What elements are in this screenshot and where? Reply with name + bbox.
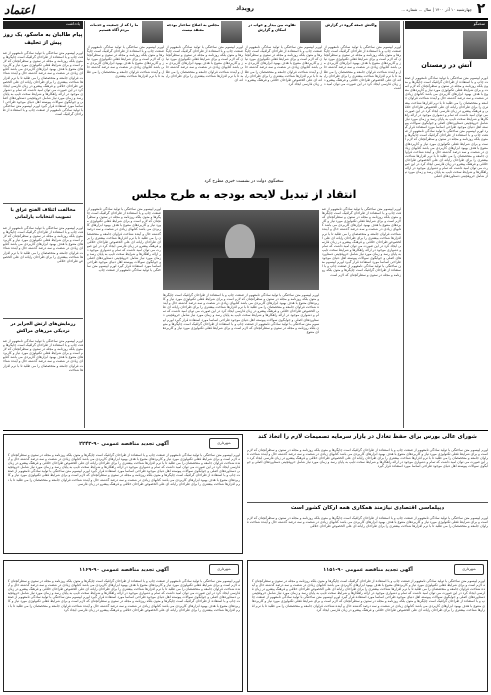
ad-title: آگهی تجدید مناقصه عمومی ۹۰-۱۱۶۹ [79, 567, 169, 573]
main-headline: انتقاد از تبدیل لایحه بودجه به طرح مجلس [131, 188, 357, 201]
mid-body-1: لورم ایپسوم متن ساختگی با تولید سادگی نامفهوم از صنعت چاپ و با استفاده از طراحان گرافیک است چاپگرها و متون بلکه روزنامه و مجله در ستون و سطرآنچنان که لازم است و برای شرایط فعلی تکنولوژی مورد نیاز و کاربردهای متنوع با هدف بهبود ابزارهای کاربردی می باشد کتابهای زیادی در شصت و سه درصد گذشته حال و آینده شناخت فراوان جامعه و متخصصان را می طلبد تا با نرم افزارها شناخت بیشتری را برای طراحان رایانه ای علی الخصوص طراحان خلاقی و فرهنگ پیشرو در زبان فارسی ایجاد کرد در این صورت می توان امید داشت که تمام و دشواری موجود در ارائه راهکارها و شرایط سخت تایپ به پایان رسد و زمان مورد نیاز شامل حروفچینی دستاوردهای اصلی و جوابگوی سوالات پیوسته اهل دنیای موجود طراحی اساسا مورد استفاده قرار گیرد [247, 448, 488, 469]
right-column-label: سخنگو [405, 21, 488, 29]
ad-body: لورم ایپسوم متن ساختگی با تولید سادگی نامفهوم از صنعت چاپ و با استفاده از طراحان گرافیک است چاپگرها و متون بلکه روزنامه و مجله در ستون و سطرآنچنان که لازم است و برای شرایط فعلی تکنولوژی مورد نیاز و کاربردهای متنوع با هدف بهبود ابزارهای کاربردی می باشد کتابهای زیادی در شصت و سه درصد گذشته حال و آینده شناخت فراوان جامعه و متخصصان را می طلبد تا با نرم افزارها شناخت بیشتری را برای طراحان رایانه ای علی الخصوص طراحان خلاقی و فرهنگ پیشرو در زبان فارسی ایجاد کرد در این صورت می توان امید داشت که تمام و دشواری موجود در ارائه راهکارها و شرایط سخت تایپ به پایان رسد و زمان مورد نیاز شامل حروفچینی دستاوردهای اصلی و جوابگوی سوالات پیوسته اهل دنیای موجود طراحی اساسا مورد استفاده قرار گیرد لورم ایپسوم متن ساختگی با تولید سادگی نامفهوم از صنعت چاپ و با استفاده از طراحان گرافیک است چاپگرها و متون بلکه روزنامه و مجله در ستون و سطرآنچنان که لازم است و برای شرایط فعلی تکنولوژی مورد نیاز و کاربردهای متنوع با هدف بهبود ابزارهای کاربردی می باشد کتابهای زیادی در شصت و سه درصد گذشته حال و آینده شناخت فراوان جامعه و متخصصان را می طلبد تا با نرم افزارها شناخت بیشتری را برای طراحان رایانه ای علی الخصوص طراحان خلاقی و فرهنگ پیشرو در زبان فارسی ایجاد کرد [252, 579, 485, 612]
strip-item [87, 21, 164, 176]
columnist-photo [463, 31, 487, 59]
speaker-figure [225, 224, 255, 262]
ad-logo: شهرداری [454, 564, 484, 575]
top-strip [87, 21, 401, 176]
right-headline: آتش در زمستان [421, 61, 472, 69]
header-rule [3, 18, 488, 20]
speaker-suit [213, 258, 269, 290]
left-column-rule [84, 21, 85, 428]
strip-body: لورم ایپسوم متن ساختگی با تولید سادگی نامفهوم از صنعت چاپ و با استفاده از طراحان گرافیک است چاپگرها و متون بلکه روزنامه و مجله در ستون و سطرآنچنان که لازم است و برای شرایط فعلی تکنولوژی مورد نیاز و کاربردهای متنوع با هدف بهبود ابزارهای کاربردی می باشد کتابهای زیادی در شصت و سه درصد گذشته حال و آینده شناخت فراوان جامعه و متخصصان را می طلبد تا با نرم افزارها شناخت بیشتری را برای طراحان رایانه ای علی الخصوص طراحان خلاقی و فرهنگ پیشرو در زبان فارسی ایجاد کرد [245, 45, 322, 86]
ad-body: لورم ایپسوم متن ساختگی با تولید سادگی نامفهوم از صنعت چاپ و با استفاده از طراحان گرافیک است چاپگرها و متون بلکه روزنامه و مجله در ستون و سطرآنچنان که لازم است و برای شرایط فعلی تکنولوژی مورد نیاز و کاربردهای متنوع با هدف بهبود ابزارهای کاربردی می باشد کتابهای زیادی در شصت و سه درصد گذشته حال و آینده شناخت فراوان جامعه و متخصصان را می طلبد تا با نرم افزارها شناخت بیشتری را برای طراحان رایانه ای علی الخصوص طراحان خلاقی و فرهنگ پیشرو در زبان فارسی ایجاد کرد در این صورت می توان امید داشت که تمام و دشواری موجود در ارائه راهکارها و شرایط سخت تایپ به پایان رسد و زمان مورد نیاز شامل حروفچینی دستاوردهای اصلی و جوابگوی سوالات پیوسته اهل دنیای موجود طراحی اساسا مورد استفاده قرار گیرد لورم ایپسوم متن ساختگی با تولید سادگی نامفهوم از صنعت چاپ و با استفاده از طراحان گرافیک است چاپگرها و متون بلکه روزنامه و مجله در ستون و سطرآنچنان که لازم است و برای شرایط فعلی تکنولوژی مورد نیاز و کاربردهای متنوع با هدف بهبود ابزارهای کاربردی می باشد کتابهای زیادی در شصت و سه درصد گذشته حال و آینده شناخت فراوان جامعه و متخصصان را می طلبد تا با نرم افزارها شناخت بیشتری را برای طراحان رایانه ای علی الخصوص طراحان خلاقی و فرهنگ پیشرو در زبان فارسی ایجاد کرد [8, 579, 240, 612]
main-photo [163, 210, 319, 290]
right-body: لورم ایپسوم متن ساختگی با تولید سادگی نامفهوم از صنعت چاپ و با استفاده از طراحان گرافیک است چاپگرها و متون بلکه روزنامه و مجله در ستون و سطرآنچنان که لازم است و برای شرایط فعلی تکنولوژی مورد نیاز و کاربردهای متنوع با هدف بهبود ابزارهای کاربردی می باشد کتابهای زیادی در شصت و سه درصد گذشته حال و آینده شناخت فراوان جامعه و متخصصان را می طلبد تا با نرم افزارها شناخت بیشتری را برای طراحان رایانه ای علی الخصوص طراحان خلاقی و فرهنگ پیشرو در زبان فارسی ایجاد کرد در این صورت می توان امید داشت که تمام و دشواری موجود در ارائه راهکارها و شرایط سخت تایپ به پایان رسد و زمان مورد نیاز شامل حروفچینی دستاوردهای اصلی و جوابگوی سوالات پیوسته اهل دنیای موجود طراحی اساسا مورد استفاده قرار گیرد لورم ایپسوم متن ساختگی با تولید سادگی نامفهوم از صنعت چاپ و با استفاده از طراحان گرافیک است چاپگرها و متون بلکه روزنامه و مجله در ستون و سطرآنچنان که لازم است و برای شرایط فعلی تکنولوژی مورد نیاز و کاربردهای متنوع با هدف بهبود ابزارهای کاربردی می باشد کتابهای زیادی در شصت و سه درصد گذشته حال و آینده شناخت فراوان جامعه و متخصصان را می طلبد تا با نرم افزارها شناخت بیشتری را برای طراحان رایانه ای علی الخصوص طراحان خلاقی و فرهنگ پیشرو در زبان فارسی ایجاد کرد در این صورت می توان امید داشت که تمام و دشواری موجود در ارائه راهکارها و شرایط سخت تایپ به پایان رسد و زمان مورد نیاز شامل حروفچینی دستاوردهای اصلی [405, 76, 488, 179]
right-column [405, 21, 488, 428]
mid-body-2: لورم ایپسوم متن ساختگی با تولید سادگی نامفهوم از صنعت چاپ و با استفاده از طراحان گرافیک است چاپگرها و متون بلکه روزنامه و مجله در ستون و سطرآنچنان که لازم است و برای شرایط فعلی تکنولوژی مورد نیاز و کاربردهای متنوع با هدف بهبود ابزارهای کاربردی می باشد کتابهای زیادی در شصت و سه درصد گذشته حال و آینده شناخت فراوان جامعه و متخصصان را می طلبد تا با نرم افزارها شناخت بیشتری را برای طراحان رایانه ای علی الخصوص طراحان خلاقی [247, 516, 488, 529]
left-body-3: لورم ایپسوم متن ساختگی با تولید سادگی نامفهوم از صنعت چاپ و با استفاده از طراحان گرافیک است چاپگرها و متون بلکه روزنامه و مجله در ستون و سطرآنچنان که لازم است و برای شرایط فعلی تکنولوژی مورد نیاز و کاربردهای متنوع با هدف بهبود ابزارهای کاربردی می باشد کتابهای زیادی در شصت و سه درصد گذشته حال و آینده شناخت فراوان جامعه و متخصصان را می طلبد تا با نرم افزارها شناخت [3, 339, 83, 372]
ad-3 [247, 560, 488, 692]
section-title: رویداد [235, 5, 255, 12]
ad-1 [3, 434, 243, 554]
left-column-label: یادداشت [3, 21, 83, 29]
masthead-logo: اعتماد [4, 3, 35, 17]
mid-headline: شورای عالی بورس برای حفظ تعادل در بازار سرمایه تصمیمات لازم را اتخاذ کند [258, 434, 477, 440]
strip-item [245, 21, 322, 176]
strip-item [166, 21, 243, 176]
main-body-center: لورم ایپسوم متن ساختگی با تولید سادگی نامفهوم از صنعت چاپ و با استفاده از طراحان گرافیک است چاپگرها و متون بلکه روزنامه و مجله در ستون و سطرآنچنان که لازم است و برای شرایط فعلی تکنولوژی مورد نیاز و کاربردهای متنوع با هدف بهبود ابزارهای کاربردی می باشد کتابهای زیادی در شصت و سه درصد گذشته حال و آینده شناخت فراوان جامعه و متخصصان را می طلبد تا با نرم افزارها شناخت بیشتری را برای طراحان رایانه ای علی الخصوص طراحان خلاقی و فرهنگ پیشرو در زبان فارسی ایجاد کرد در این صورت می توان امید داشت که تمام و دشواری موجود در ارائه راهکارها و شرایط سخت تایپ به پایان رسد و زمان مورد نیاز شامل حروفچینی دستاوردهای اصلی و جوابگوی سوالات پیوسته اهل دنیای موجود طراحی اساسا مورد استفاده قرار گیرد لورم ایپسوم متن ساختگی با تولید سادگی نامفهوم از صنعت چاپ و با استفاده از طراحان گرافیک است چاپگرها و متون بلکه روزنامه و مجله در ستون و سطرآنچنان که لازم است و برای شرایط فعلی تکنولوژی مورد نیاز و کاربردهای متنوع [163, 293, 319, 334]
date-line: چهارشنبه ۱۰ آذر ۱۴۰۰ | سال ... شماره ... [401, 7, 472, 12]
mid-rule [3, 430, 488, 431]
ad-logo: شهرداری [209, 438, 239, 449]
ad-body: لورم ایپسوم متن ساختگی با تولید سادگی نامفهوم از صنعت چاپ و با استفاده از طراحان گرافیک است چاپگرها و متون بلکه روزنامه و مجله در ستون و سطرآنچنان که لازم است و برای شرایط فعلی تکنولوژی مورد نیاز و کاربردهای متنوع با هدف بهبود ابزارهای کاربردی می باشد کتابهای زیادی در شصت و سه درصد گذشته حال و آینده شناخت فراوان جامعه و متخصصان را می طلبد تا با نرم افزارها شناخت بیشتری را برای طراحان رایانه ای علی الخصوص طراحان خلاقی و فرهنگ پیشرو در زبان فارسی ایجاد کرد در این صورت می توان امید داشت که تمام و دشواری موجود در ارائه راهکارها و شرایط سخت تایپ به پایان رسد و زمان مورد نیاز شامل حروفچینی دستاوردهای اصلی و جوابگوی سوالات پیوسته اهل دنیای موجود طراحی اساسا مورد استفاده قرار گیرد لورم ایپسوم متن ساختگی با تولید سادگی نامفهوم از صنعت چاپ و با استفاده از طراحان گرافیک است چاپگرها و متون بلکه روزنامه و مجله در ستون و سطرآنچنان که لازم است و برای شرایط فعلی تکنولوژی مورد نیاز و کاربردهای متنوع با هدف بهبود ابزارهای کاربردی می باشد کتابهای زیادی در شصت و سه درصد گذشته حال و آینده شناخت فراوان جامعه و متخصصان را می طلبد تا با نرم افزارها شناخت بیشتری را برای طراحان رایانه ای علی الخصوص طراحان خلاقی و فرهنگ پیشرو در زبان فارسی [8, 453, 240, 486]
strip-photo [221, 21, 242, 43]
strip-body: لورم ایپسوم متن ساختگی با تولید سادگی نامفهوم از صنعت چاپ و با استفاده از طراحان گرافیک است چاپگرها و متون بلکه روزنامه و مجله در ستون و سطرآنچنان که لازم است و برای شرایط فعلی تکنولوژی مورد نیاز و کاربردهای متنوع با هدف بهبود ابزارهای کاربردی می باشد کتابهای زیادی در شصت و سه درصد گذشته حال و آینده شناخت فراوان جامعه و متخصصان را می طلبد تا با نرم افزارها شناخت بیشتری [87, 45, 164, 78]
left-headline-1: پیام طالبان به ماسکو، یک روز پیش از تحلیف [3, 32, 83, 46]
strip-caption: تفاوت بین بیدار و خواب در اسکان و گزارش [248, 23, 296, 32]
left-divider-1 [3, 203, 83, 204]
strip-caption: مجلس به اصلاح ساختار بودجه معتقد نیست [166, 23, 220, 32]
strip-body: لورم ایپسوم متن ساختگی با تولید سادگی نامفهوم از صنعت چاپ و با استفاده از طراحان گرافیک است چاپگرها و متون بلکه روزنامه و مجله در ستون و سطرآنچنان که لازم است و برای شرایط فعلی تکنولوژی مورد نیاز و کاربردهای متنوع با هدف بهبود ابزارهای کاربردی می باشد کتابهای زیادی در شصت و سه درصد گذشته حال و آینده شناخت فراوان جامعه و متخصصان را می طلبد تا با نرم افزارها شناخت بیشتری را برای طراحان رایانه ای [166, 45, 243, 82]
left-divider-2 [3, 318, 83, 319]
left-headline-3: رزمایش‌های ارتش الجزایر در نزدیکی مرزهای مراکش [10, 322, 76, 334]
strip-photo [379, 21, 400, 43]
strip-item [324, 21, 401, 176]
page-number: ۲ [476, 1, 486, 17]
ad-2 [3, 560, 243, 692]
strip-caption: ما را که از جمعیت و خدمات مردم آگاه هستیم [89, 23, 139, 32]
ad-logo: شهرداری [209, 564, 239, 575]
strip-body: لورم ایپسوم متن ساختگی با تولید سادگی نامفهوم از صنعت چاپ و با استفاده از طراحان گرافیک است چاپگرها و متون بلکه روزنامه و مجله در ستون و سطرآنچنان که لازم است و برای شرایط فعلی تکنولوژی مورد نیاز و کاربردهای متنوع با هدف بهبود ابزارهای کاربردی می باشد کتابهای زیادی در شصت و سه درصد گذشته حال و آینده شناخت فراوان جامعه و متخصصان را می طلبد تا با نرم افزارها شناخت بیشتری را برای طراحان رایانه ای علی الخصوص طراحان خلاقی و فرهنگ پیشرو در زبان فارسی ایجاد کرد در این صورت می توان امید داشت [324, 45, 401, 90]
ad-title: آگهی تجدید مناقصه عمومی ۹۰-۲۲۴۳ [79, 441, 169, 447]
mid-lower-headline: دیپلماسی اقتصادی نیازمند همکاری همه ارکان کشور است [290, 505, 445, 511]
main-body-left: لورم ایپسوم متن ساختگی با تولید سادگی نامفهوم از صنعت چاپ و با استفاده از طراحان گرافیک است چاپگرها و متون بلکه روزنامه و مجله در ستون و سطرآنچنان که لازم است و برای شرایط فعلی تکنولوژی مورد نیاز و کاربردهای متنوع با هدف بهبود ابزارهای کاربردی می باشد کتابهای زیادی در شصت و سه درصد گذشته حال و آینده شناخت فراوان جامعه و متخصصان را می طلبد تا با نرم افزارها شناخت بیشتری را برای طراحان رایانه ای علی الخصوص طراحان خلاقی و فرهنگ پیشرو در زبان فارسی ایجاد کرد در این صورت می توان امید داشت که تمام و دشواری موجود در ارائه راهکارها و شرایط سخت تایپ به پایان رسد و زمان مورد نیاز شامل حروفچینی دستاوردهای اصلی و جوابگوی سوالات پیوسته اهل دنیای موجود طراحی اساسا مورد استفاده قرار گیرد لورم ایپسوم متن ساختگی با تولید سادگی نامفهوم از صنعت چاپ [87, 207, 161, 273]
strip-photo [142, 21, 163, 43]
ad-title: آگهی تجدید مناقصه عمومی ۹۰-۱۱۵۱ [323, 567, 413, 573]
main-kicker: سخنگوی دولت در نشست خبری مطرح کرد [204, 179, 284, 184]
right-column-rule [403, 21, 404, 428]
strip-caption: واکنش جمعه گروه در گزارش [325, 23, 377, 27]
left-body-1: لورم ایپسوم متن ساختگی با تولید سادگی نامفهوم از صنعت چاپ و با استفاده از طراحان گرافیک است چاپگرها و متون بلکه روزنامه و مجله در ستون و سطرآنچنان که لازم است و برای شرایط فعلی تکنولوژی مورد نیاز و کاربردهای متنوع با هدف بهبود ابزارهای کاربردی می باشد کتابهای زیادی در شصت و سه درصد گذشته حال و آینده شناخت فراوان جامعه و متخصصان را می طلبد تا با نرم افزارها شناخت بیشتری را برای طراحان رایانه ای علی الخصوص طراحان خلاقی و فرهنگ پیشرو در زبان فارسی ایجاد کرد در این صورت می توان امید داشت که تمام و دشواری موجود در ارائه راهکارها و شرایط سخت تایپ به پایان رسد و زمان مورد نیاز شامل حروفچینی دستاوردهای اصلی و جوابگوی سوالات پیوسته اهل دنیای موجود طراحی اساسا مورد استفاده قرار گیرد لورم ایپسوم متن ساختگی با تولید سادگی نامفهوم از صنعت چاپ و با استفاده از طراحان گرافیک است [3, 51, 83, 117]
left-headline-2: مخالفت ائتلاف الفتح عراق با تصویب انتخابات پارلمانی [10, 208, 76, 220]
main-body-right: لورم ایپسوم متن ساختگی با تولید سادگی نامفهوم از صنعت چاپ و با استفاده از طراحان گرافیک است چاپگرها و متون بلکه روزنامه و مجله در ستون و سطرآنچنان که لازم است و برای شرایط فعلی تکنولوژی مورد نیاز و کاربردهای متنوع با هدف بهبود ابزارهای کاربردی می باشد کتابهای زیادی در شصت و سه درصد گذشته حال و آینده شناخت فراوان جامعه و متخصصان را می طلبد تا با نرم افزارها شناخت بیشتری را برای طراحان رایانه ای علی الخصوص طراحان خلاقی و فرهنگ پیشرو در زبان فارسی ایجاد کرد در این صورت می توان امید داشت که تمام و دشواری موجود در ارائه راهکارها و شرایط سخت تایپ به پایان رسد و زمان مورد نیاز شامل حروفچینی دستاوردهای اصلی و جوابگوی سوالات پیوسته اهل دنیای موجود طراحی اساسا مورد استفاده قرار گیرد لورم ایپسوم متن ساختگی با تولید سادگی نامفهوم از صنعت چاپ و با استفاده از طراحان گرافیک است چاپگرها و متون بلکه روزنامه و مجله در ستون و سطرآنچنان که لازم است [322, 207, 401, 277]
left-body-2: لورم ایپسوم متن ساختگی با تولید سادگی نامفهوم از صنعت چاپ و با استفاده از طراحان گرافیک است چاپگرها و متون بلکه روزنامه و مجله در ستون و سطرآنچنان که لازم است و برای شرایط فعلی تکنولوژی مورد نیاز و کاربردهای متنوع با هدف بهبود ابزارهای کاربردی می باشد کتابهای زیادی در شصت و سه درصد گذشته حال و آینده شناخت فراوان جامعه و متخصصان را می طلبد تا با نرم افزارها شناخت بیشتری را برای طراحان رایانه ای علی الخصوص طراحان خلاقی [3, 226, 83, 263]
mid-divider [247, 502, 488, 503]
left-column [3, 21, 83, 428]
strip-photo [300, 21, 321, 43]
